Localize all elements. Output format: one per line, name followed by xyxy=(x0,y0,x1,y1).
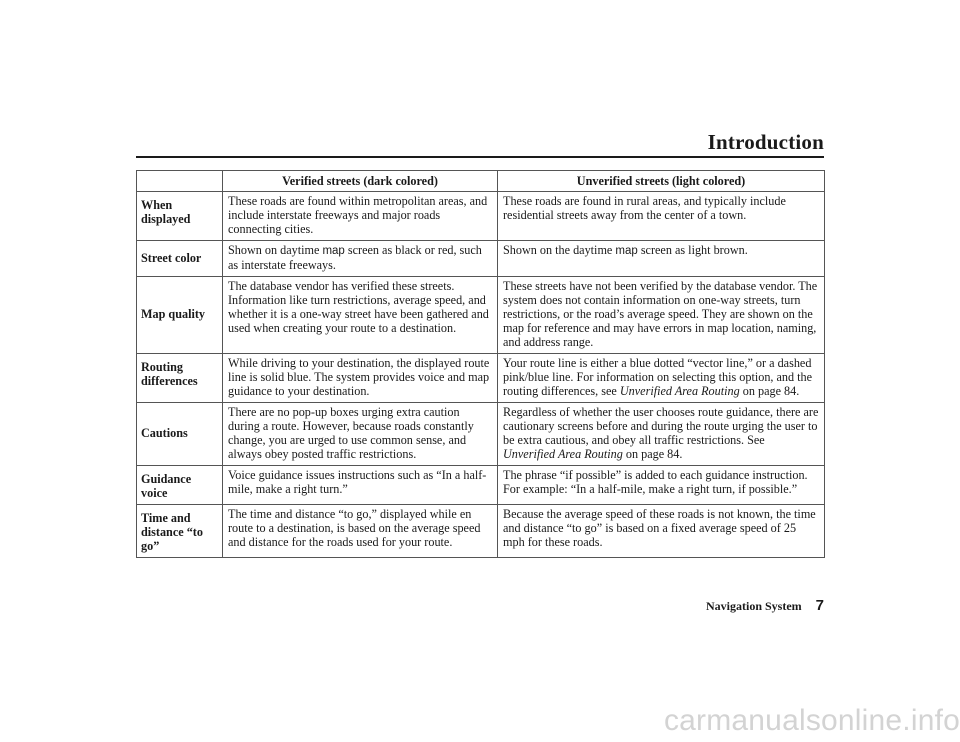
map-term: map xyxy=(615,245,638,257)
watermark: carmanualsonline.info xyxy=(663,704,960,737)
page-reference-link[interactable]: Unverified Area Routing xyxy=(503,447,623,461)
cell-text: Your route line is either a blue dotted “vector line,” or a dashed pink/blue line. For information on selecting this option, and the routing differences, see xyxy=(503,356,813,398)
cell-verified xyxy=(223,241,498,277)
cell-unverified xyxy=(498,241,825,277)
cell-verified: While driving to your destination, the displayed route line is solid blue. The system provides voice and map guidance to your destination. xyxy=(223,354,498,403)
cell-unverified xyxy=(498,403,825,466)
cell-unverified: These streets have not been verified by the database vendor. The system does not contain information on one-way streets, turn restrictions, or the road’s average speed. They are shown on the map for reference and may have errors in map location, naming, and address range. xyxy=(498,277,825,354)
column-header-unverified: Unverified streets (light colored) xyxy=(498,171,825,192)
cell-verified: Voice guidance issues instructions such as “In a half-mile, make a right turn.” xyxy=(223,466,498,505)
cell-text: Shown on the daytime xyxy=(503,243,616,257)
street-comparison-table xyxy=(136,170,825,558)
title-divider xyxy=(136,156,824,158)
row-label-guidance-voice: Guidance voice xyxy=(137,466,223,505)
column-header-empty xyxy=(137,171,223,192)
table-row xyxy=(137,466,825,505)
page-reference-link[interactable]: Unverified Area Routing xyxy=(619,384,740,398)
row-label-when-displayed: When displayed xyxy=(137,192,223,241)
table-row xyxy=(137,505,825,558)
table-row xyxy=(137,403,825,466)
cell-verified: The database vendor has verified these streets. Information like turn restrictions, average speed, and whether it is a one-way street have been gathered and used when creating your route to a destination. xyxy=(223,277,498,354)
table-header-row xyxy=(137,171,825,192)
page-footer xyxy=(706,597,824,614)
page-title: Introduction xyxy=(707,130,824,154)
map-term: map xyxy=(322,245,345,257)
cell-text: screen as light brown. xyxy=(637,243,748,257)
cell-verified: These roads are found within metropolitan areas, and include interstate freeways and major roads connecting cities. xyxy=(223,192,498,241)
cell-text: screen as black or red, such as interstate freeways. xyxy=(228,243,482,272)
row-label-map-quality: Map quality xyxy=(137,277,223,354)
table-row xyxy=(137,241,825,277)
row-label-time-and-distance: Time and distance “to go” xyxy=(137,505,223,558)
cell-text: Regardless of whether the user chooses route guidance, there are cautionary screens before and during the route urging the user to be extra cautious, and obey all traffic restrictions. See xyxy=(503,405,819,447)
row-label-routing-differences: Routing differences xyxy=(137,354,223,403)
cell-unverified: Because the average speed of these roads is not known, the time and distance “to go” is based on a fixed average speed of 25 mph for these roads. xyxy=(498,505,825,558)
footer-section-title: Navigation System xyxy=(705,599,802,613)
cell-unverified xyxy=(498,354,825,403)
row-label-street-color: Street color xyxy=(137,241,223,277)
cell-unverified: The phrase “if possible” is added to each guidance instruction. For example: “In a half-mile, make a right turn, if possible.” xyxy=(498,466,825,505)
table-row xyxy=(137,277,825,354)
table-row xyxy=(137,192,825,241)
row-label-cautions: Cautions xyxy=(137,403,223,466)
page-number: 7 xyxy=(815,597,824,614)
cell-verified: There are no pop-up boxes urging extra caution during a route. However, because roads constantly change, you are urged to use common sense, and always obey posted traffic restrictions. xyxy=(223,403,498,466)
cell-verified: The time and distance “to go,” displayed while en route to a destination, is based on the average speed and distance for the roads used for your route. xyxy=(223,505,498,558)
cell-text: on page 84. xyxy=(622,447,683,461)
cell-text: Shown on daytime xyxy=(228,243,323,257)
column-header-verified: Verified streets (dark colored) xyxy=(223,171,498,192)
table-row xyxy=(137,354,825,403)
cell-unverified: These roads are found in rural areas, and typically include residential streets away from the center of a town. xyxy=(498,192,825,241)
cell-text: on page 84. xyxy=(739,384,800,398)
